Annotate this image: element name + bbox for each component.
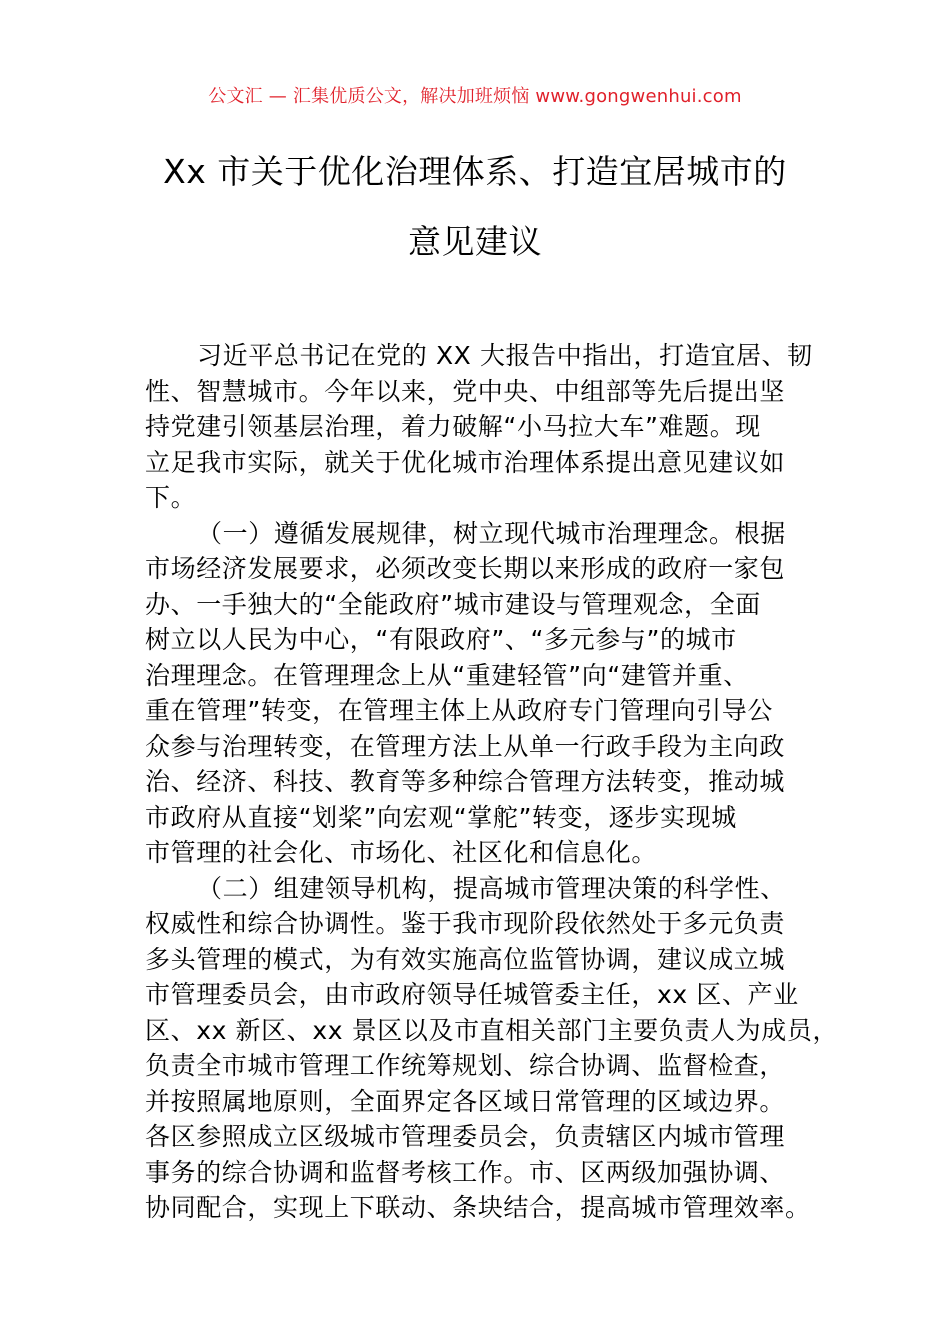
watermark-banner: 公文汇 — 汇集优质公文，解决加班烦恼 www.gongwenhui.com: [208, 86, 742, 107]
paragraph-section-2-line: 区、xx 新区、xx 景区以及市直相关部门主要负责人为成员，: [145, 1015, 839, 1045]
paragraph-section-1-line: 治理理念。在管理理念上从“重建轻管”向“建管并重、: [145, 660, 749, 690]
paragraph-section-1-line: 治、经济、科技、教育等多种综合管理方法转变，推动城: [145, 767, 786, 796]
paragraph-section-2-line: 市管理委员会，由市政府领导任城管委主任，xx 区、产业: [145, 980, 799, 1009]
paragraph-section-2-line: 多头管理的模式，为有效实施高位监管协调，建议成立城: [145, 944, 786, 974]
paragraph-intro-line: 性、智慧城市。今年以来，党中央、中组部等先后提出坚: [145, 376, 786, 406]
paragraph-section-1-line: 重在管理”转变，在管理主体上从政府专门管理向引导公: [145, 696, 773, 725]
paragraph-intro-line: 习近平总书记在党的 XX 大报告中指出，打造宜居、韧: [197, 341, 813, 370]
paragraph-section-2-line: 各区参照成立区级城市管理委员会，负责辖区内城市管理: [145, 1122, 786, 1151]
paragraph-section-2-line: 并按照属地原则，全面界定各区域日常管理的区域边界。: [145, 1086, 786, 1116]
paragraph-section-2-line: （二）组建领导机构，提高城市管理决策的科学性、: [197, 873, 786, 903]
paragraph-section-1-line: 市政府从直接“划桨”向宏观“掌舵”转变，逐步实现城: [145, 802, 737, 832]
paragraph-intro-line: 持党建引领基层治理，着力破解“小马拉大车”难题。现: [145, 412, 761, 441]
paragraph-intro-line: 下。: [145, 483, 197, 512]
paragraph-section-1-line: 办、一手独大的“全能政府”城市建设与管理观念，全面: [145, 589, 761, 619]
paragraph-section-2-line: 事务的综合协调和监督考核工作。市、区两级加强协调、: [145, 1157, 786, 1187]
paragraph-intro-line: 立足我市实际，就关于优化城市治理体系提出意见建议如: [145, 447, 786, 477]
document-title-line-2: 意见建议: [408, 222, 542, 261]
paragraph-section-1-line: 众参与治理转变，在管理方法上从单一行政手段为主向政: [145, 731, 786, 761]
paragraph-section-2-line: 负责全市城市管理工作统筹规划、综合协调、监督检查，: [145, 1051, 786, 1080]
paragraph-section-1-line: 市场经济发展要求，必须改变长期以来形成的政府一家包: [145, 554, 786, 583]
document-body: [145, 338, 839, 1226]
paragraph-section-1-line: （一）遵循发展规律，树立现代城市治理理念。根据: [197, 518, 786, 548]
paragraph-section-1-line: 树立以人民为中心，“有限政府”、“多元参与”的城市: [145, 625, 737, 654]
document-title-line-1: Xx 市关于优化治理体系、打造宜居城市的: [163, 152, 787, 191]
paragraph-section-2-line: 协同配合，实现上下联动、条块结合，提高城市管理效率。: [145, 1193, 811, 1222]
paragraph-section-1-line: 市管理的社会化、市场化、社区化和信息化。: [145, 838, 658, 867]
paragraph-section-2-line: 权威性和综合协调性。鉴于我市现阶段依然处于多元负责: [145, 909, 786, 938]
